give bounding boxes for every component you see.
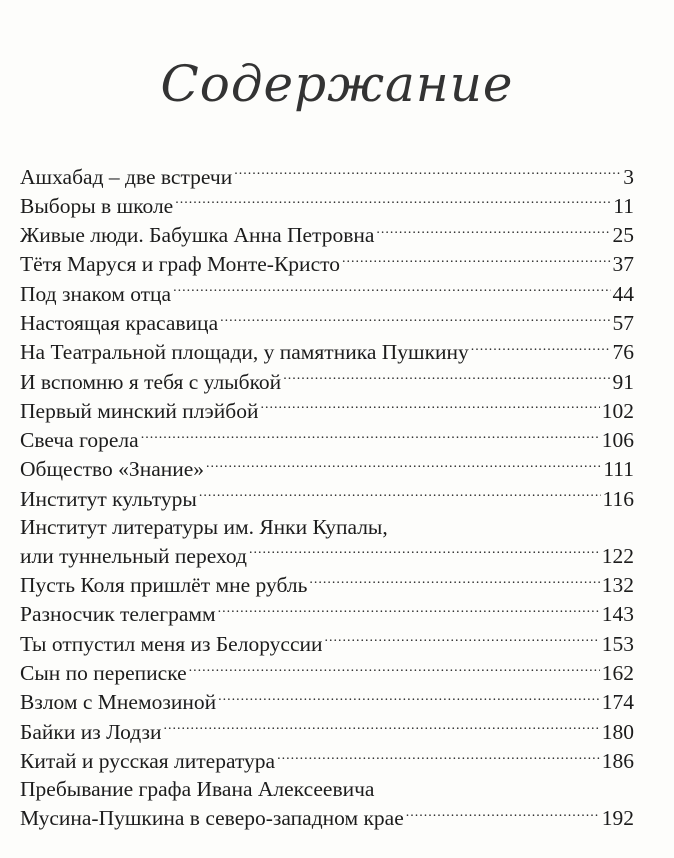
toc-entry bbox=[20, 571, 634, 600]
toc-page-number: 143 bbox=[601, 602, 634, 627]
toc-entry-title: Общество «Знание» bbox=[20, 457, 205, 482]
dot-leader bbox=[471, 338, 611, 360]
toc-row bbox=[20, 338, 634, 367]
dot-leader bbox=[277, 746, 600, 768]
toc-entry-title: Разносчик телеграмм bbox=[20, 602, 216, 627]
toc-page-number: 132 bbox=[601, 573, 634, 598]
toc-entry-title: Ашхабад – две встречи bbox=[20, 164, 233, 189]
toc-entry bbox=[20, 367, 634, 396]
toc-row bbox=[20, 162, 634, 191]
toc-page-number: 44 bbox=[612, 281, 634, 306]
toc-row bbox=[20, 455, 634, 484]
toc-row bbox=[20, 191, 634, 220]
dot-leader bbox=[406, 804, 600, 826]
dot-leader bbox=[218, 688, 600, 710]
toc-entry bbox=[20, 629, 634, 658]
toc-entry-title: Живые люди. Бабушка Анна Петровна bbox=[20, 223, 375, 248]
dot-leader bbox=[342, 250, 611, 272]
toc-entry bbox=[20, 279, 634, 308]
toc-page-number: 37 bbox=[612, 252, 634, 277]
toc-entry-title: Сын по переписке bbox=[20, 661, 187, 686]
dot-leader bbox=[260, 396, 599, 418]
toc-entry bbox=[20, 688, 634, 717]
toc-row bbox=[20, 571, 634, 600]
dot-leader bbox=[206, 455, 601, 477]
toc-entry-title: Первый минский плэйбой bbox=[20, 398, 259, 423]
toc-row bbox=[20, 659, 634, 688]
dot-leader bbox=[189, 659, 600, 681]
toc-page-number: 25 bbox=[612, 223, 634, 248]
toc-entry-title-line-1: Пребывание графа Ивана Алексеевича bbox=[20, 776, 375, 801]
toc-entry-title: На Театральной площади, у памятника Пушкину bbox=[20, 340, 469, 365]
dot-leader bbox=[173, 279, 610, 301]
toc-entry-title: Свеча горела bbox=[20, 428, 139, 453]
toc-entry bbox=[20, 455, 634, 484]
toc-page-number: 186 bbox=[601, 748, 634, 773]
toc-page-number: 153 bbox=[601, 631, 634, 656]
toc-page-number: 162 bbox=[601, 661, 634, 686]
toc-entry bbox=[20, 746, 634, 775]
toc-page-number: 174 bbox=[601, 690, 634, 715]
dot-leader bbox=[141, 426, 600, 448]
toc-row bbox=[20, 221, 634, 250]
toc-entry bbox=[20, 484, 634, 513]
toc-entry bbox=[20, 514, 634, 571]
dot-leader bbox=[309, 571, 599, 593]
page-title: Содержание bbox=[160, 55, 514, 113]
toc-entry-title-line-2: Мусина-Пушкина в северо-западном крае bbox=[20, 806, 404, 831]
dot-leader bbox=[220, 308, 610, 330]
toc-page-number: 192 bbox=[601, 806, 634, 831]
toc-entry-title-line-1: Институт литературы им. Янки Купалы, bbox=[20, 514, 388, 539]
toc-page-number: 122 bbox=[601, 543, 634, 568]
toc-row bbox=[20, 629, 634, 658]
toc-page-number: 116 bbox=[602, 486, 634, 511]
dot-leader bbox=[199, 484, 601, 506]
toc-page-number: 106 bbox=[601, 428, 634, 453]
toc-row bbox=[20, 600, 634, 629]
toc-entry bbox=[20, 221, 634, 250]
toc-row bbox=[20, 688, 634, 717]
dot-leader bbox=[249, 541, 600, 563]
toc-entry-title: Выборы в школе bbox=[20, 193, 174, 218]
toc-entry bbox=[20, 717, 634, 746]
toc-entry-title: Под знаком отца bbox=[20, 281, 172, 306]
toc-row bbox=[20, 308, 634, 337]
toc-entry bbox=[20, 776, 634, 833]
toc-entry bbox=[20, 250, 634, 279]
toc-entry bbox=[20, 191, 634, 220]
toc-row bbox=[20, 746, 634, 775]
toc-entry-title: Китай и русская литература bbox=[20, 748, 276, 773]
toc-page-number: 3 bbox=[623, 164, 634, 189]
toc-page-number: 180 bbox=[601, 719, 634, 744]
toc-page-number: 57 bbox=[612, 310, 634, 335]
toc-entry-title: Настоящая красавица bbox=[20, 310, 219, 335]
toc-row bbox=[20, 804, 634, 833]
toc-row bbox=[20, 541, 634, 570]
toc-page-number: 76 bbox=[612, 340, 634, 365]
toc-row bbox=[20, 396, 634, 425]
dot-leader bbox=[234, 162, 621, 184]
toc-page-number: 91 bbox=[612, 369, 634, 394]
toc-entry-title-line-2: или туннельный переход bbox=[20, 543, 247, 568]
toc-entry bbox=[20, 600, 634, 629]
toc-row bbox=[20, 484, 634, 513]
toc-entry-title: Тётя Маруся и граф Монте-Кристо bbox=[20, 252, 340, 277]
toc-page-number: 11 bbox=[613, 193, 634, 218]
toc-page-number: 111 bbox=[603, 457, 634, 482]
table-of-contents bbox=[20, 162, 634, 833]
toc-entry-title: И вспомню я тебя с улыбкой bbox=[20, 369, 282, 394]
toc-entry-title: Ты отпустил меня из Белоруссии bbox=[20, 631, 323, 656]
toc-row bbox=[20, 367, 634, 396]
toc-row bbox=[20, 250, 634, 279]
toc-entry bbox=[20, 162, 634, 191]
toc-entry-title: Байки из Лодзи bbox=[20, 719, 162, 744]
dot-leader bbox=[218, 600, 600, 622]
dot-leader bbox=[283, 367, 610, 389]
toc-entry bbox=[20, 426, 634, 455]
dot-leader bbox=[175, 191, 611, 213]
toc-row bbox=[20, 426, 634, 455]
toc-entry bbox=[20, 308, 634, 337]
toc-page-number: 102 bbox=[601, 398, 634, 423]
toc-row bbox=[20, 717, 634, 746]
dot-leader bbox=[325, 629, 600, 651]
toc-entry bbox=[20, 659, 634, 688]
toc-entry-title: Институт культуры bbox=[20, 486, 197, 511]
dot-leader bbox=[163, 717, 599, 739]
dot-leader bbox=[376, 221, 610, 243]
toc-entry-title: Взлом с Мнемозиной bbox=[20, 690, 217, 715]
toc-row bbox=[20, 279, 634, 308]
toc-entry-title: Пусть Коля пришлёт мне рубль bbox=[20, 573, 308, 598]
toc-entry bbox=[20, 396, 634, 425]
toc-entry bbox=[20, 338, 634, 367]
